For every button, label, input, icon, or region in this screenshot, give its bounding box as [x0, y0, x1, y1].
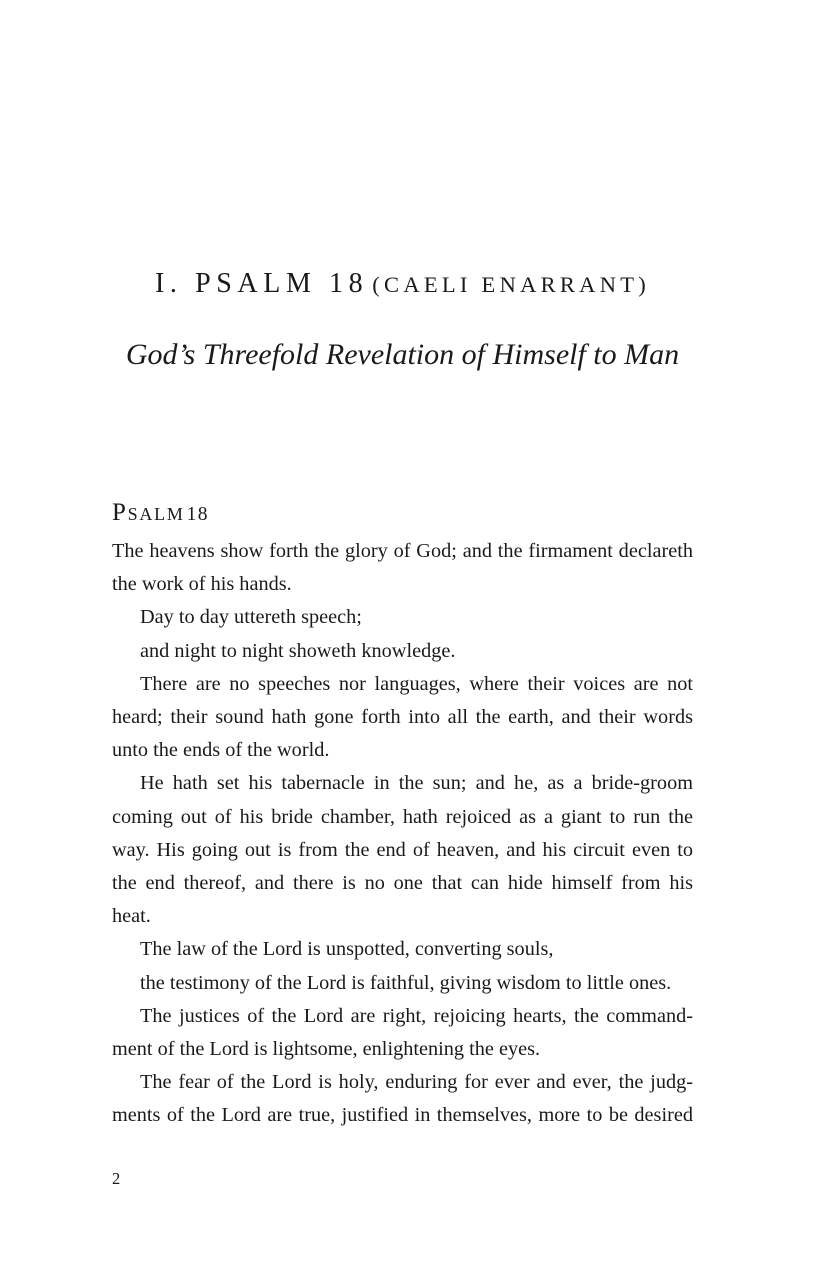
psalm-line: He hath set his tabernacle in the sun; and he, as a bride-groom [140, 772, 693, 795]
section-heading-word: Psalm [112, 499, 185, 526]
section-heading [112, 499, 209, 527]
psalm-line: unto the ends of the world. [112, 739, 330, 762]
psalm-line: ment of the Lord is lightsome, enlightening the eyes. [112, 1038, 541, 1061]
section-heading-number: 18 [186, 504, 209, 525]
psalm-line: The fear of the Lord is holy, enduring for ever and ever, the judg- [140, 1071, 693, 1094]
psalm-line: Day to day uttereth speech; [140, 606, 362, 629]
psalm-line: the testimony of the Lord is faithful, giving wisdom to little ones. [140, 971, 672, 994]
psalm-line: The heavens show forth the glory of God; and the firmament declareth [112, 540, 693, 562]
chapter-subtitle: God’s Threefold Revelation of Himself to Man [125, 338, 680, 371]
psalm-line: ments of the Lord are true, justified in themselves, more to be desired [112, 1104, 693, 1127]
psalm-line: heard; their sound hath gone forth into all the earth, and their words [112, 706, 693, 729]
psalm-line: The justices of the Lord are right, rejoicing hearts, the command- [140, 1004, 693, 1027]
psalm-line: the work of his hands. [112, 573, 292, 596]
psalm-line: The law of the Lord is unspotted, converting souls, [140, 938, 554, 961]
psalm-line: and night to night showeth knowledge. [140, 639, 456, 662]
psalm-line: coming out of his bride chamber, hath rejoiced as a giant to run the [112, 805, 693, 828]
psalm-line: way. His going out is from the end of heaven, and his circuit even to [112, 838, 693, 861]
chapter-number-and-title: I. PSALM 18 [154, 268, 369, 299]
page-number: 2 [112, 1169, 121, 1188]
psalm-line: There are no speeches nor languages, where their voices are not [140, 672, 693, 695]
psalm-body [112, 535, 693, 1133]
chapter-title-latin: (CAELI ENARRANT) [372, 272, 651, 297]
chapter-title [112, 268, 693, 300]
psalm-line: the end thereof, and there is no one that can hide himself from his [112, 872, 693, 895]
psalm-line: heat. [112, 905, 151, 928]
